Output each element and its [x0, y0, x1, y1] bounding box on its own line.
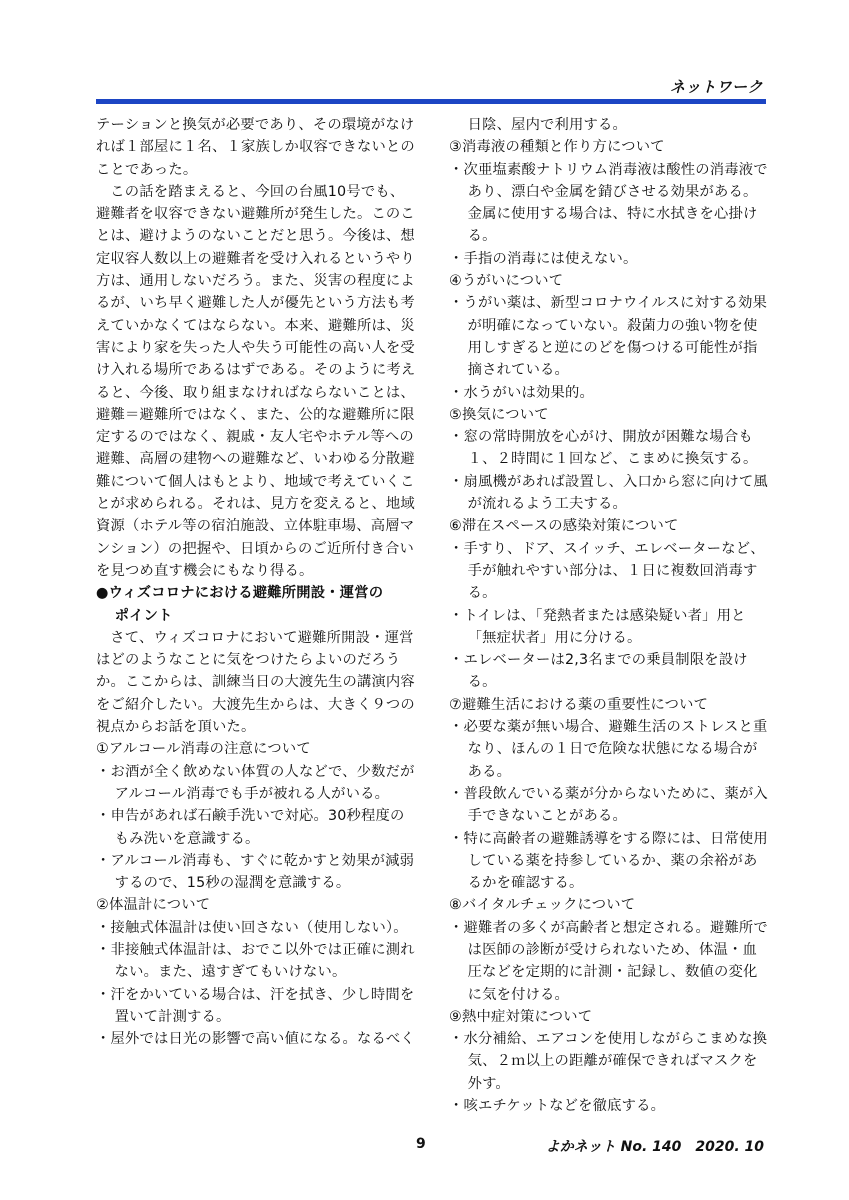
bullet-item: ・次亜塩素酸ナトリウム消毒液は酸性の消毒液であり、漂白や金属を錆びさせる効果がある。金属に使用する場合は、特に水拭きを心掛ける。	[449, 161, 768, 245]
section-heading: ●ウィズコロナにおける避難所開設・運営の	[96, 585, 384, 602]
bullet-item: ・水うがいは効果的。	[449, 384, 594, 401]
bullet-item: ・接触式体温計は使い回さない（使用しない）。	[96, 919, 408, 936]
bullet-item: ・必要な薬が無い場合、避難生活のストレスと重なり、ほんの１日で危険な状態になる場合がある。	[449, 719, 768, 780]
subsection-title: ②体温計について	[96, 897, 211, 914]
right-column	[449, 114, 771, 1117]
bullet-item: ・手すり、ドア、スイッチ、エレベーターなど、手が触れやすい部分は、１日に複数回消毒する。	[449, 540, 765, 602]
bullet-item: ・申告があれば石鹸手洗いで対応。30秒程度のもみ洗いを意識する。	[96, 808, 405, 847]
bullet-item: ・扇風機があれば設置し、入口から窓に向けて風が流れるよう工夫する。	[449, 473, 768, 513]
subsection-title: ③消毒液の種類と作り方について	[449, 139, 665, 156]
bullet-item: ・特に高齢者の避難誘導をする際には、日常使用している薬を持参しているか、薬の余裕があるかを確認する。	[449, 830, 768, 892]
paragraph: さて、ウィズコロナにおいて避難所開設・運営はどのようなことに気をつけたらよいのだろうか。ここからは、訓練当日の大渡先生の講演内容をご紹介したい。大渡先生からは、大きく９つの視点からお話を頂いた。	[96, 629, 415, 736]
bullet-item: ・お酒が全く飲めない体質の人などで、少数だがアルコール消毒でも手が被れる人がいる。	[96, 763, 415, 802]
bullet-item: ・普段飲んでいる薬が分からないために、薬が入手できないことがある。	[449, 785, 768, 825]
header-rule	[96, 99, 766, 104]
paragraph: この話を踏まえると、今回の台風10号でも、避難者を収容できない避難所が発生した。このことは、避けようのないことだと思う。今後は、想定収容人数以上の避難者を受け入れるというやり方は、通用しないだろう。また、災害の程度によるが、いち早く避難した人が優先という方法も考えていかなくてはならない。本来、避難所は、災害により家を失った人や失う可能性の高い人を受け入れる場所であるはずである。そのように考えると、今後、取り組まなければならないことは、避難＝避難所ではなく、また、公的な避難所に限定するのではなく、親戚・友人宅やホテル等への避難、高層の建物への避難など、いわゆる分散避難について個人はもとより、地域で考えていくことが求められる。それは、見方を変えると、地域資源（ホテル等の宿泊施設、立体駐車場、高層マンション）の把握や、日頃からのご近所付き合いを見つめ直す機会にもなり得る。	[96, 183, 416, 579]
bullet-item: ・アルコール消毒も、すぐに乾かすと効果が減弱するので、15秒の湿潤を意識する。	[96, 852, 415, 892]
bullet-item: ・トイレは、「発熱者または感染疑い者」用と「無症状者」用に分ける。	[449, 607, 746, 646]
bullet-item: ・窓の常時開放を心がけ、開放が困難な場合も１、２時間に１回など、こまめに換気する。	[449, 429, 758, 468]
paragraph: テーションと換気が必要であり、その環境がなければ１部屋に１名、１家族しか収容できないとのことであった。	[96, 117, 415, 178]
subsection-title: ⑤換気について	[449, 406, 549, 423]
bullet-continuation: 日陰、屋内で利用する。	[467, 117, 628, 133]
bullet-item: ・汗をかいている場合は、汗を拭き、少し時間を置いて計測する。	[96, 986, 415, 1025]
subsection-title: ①アルコール消毒の注意について	[96, 741, 311, 758]
bullet-item: ・非接触式体温計は、おでこ以外では正確に測れない。また、遠すぎてもいけない。	[96, 941, 415, 981]
bullet-item: ・避難者の多くが高齢者と想定される。避難所では医師の診断が受けられないため、体温・血圧などを定期的に計測・記録し、数値の変化に気を付ける。	[449, 919, 768, 1003]
bullet-item: ・屋外では日光の影響で高い値になる。なるべく	[96, 1031, 415, 1048]
bullet-item: ・咳エチケットなどを徹底する。	[449, 1098, 666, 1115]
section-label: ネットワーク	[669, 78, 763, 96]
section-heading-cont: ポイント	[114, 607, 173, 624]
magazine-issue: よかネット No. 140 2020. 10	[545, 1139, 764, 1155]
subsection-title: ⑨熱中症対策について	[449, 1008, 593, 1025]
page-number: 9	[416, 1136, 426, 1152]
bullet-item: ・手指の消毒には使えない。	[449, 250, 638, 267]
subsection-title: ⑦避難生活における薬の重要性について	[449, 696, 709, 713]
bullet-item: ・うがい薬は、新型コロナウイルスに対する効果が明確になっていない。殺菌力の強い物を使用しすぎると逆にのどを傷つける可能性が指摘されている。	[449, 295, 768, 379]
bullet-item: ・水分補給、エアコンを使用しながらこまめな換気、２ｍ以上の距離が確保できればマスクを外す。	[449, 1031, 768, 1092]
subsection-title: ⑧バイタルチェックについて	[449, 897, 636, 914]
subsection-title: ④うがいについて	[449, 273, 564, 290]
subsection-title: ⑥滞在スペースの感染対策について	[449, 518, 679, 535]
left-column	[96, 114, 418, 1050]
bullet-item: ・エレベーターは2,3名までの乗員制限を設ける。	[449, 652, 748, 691]
